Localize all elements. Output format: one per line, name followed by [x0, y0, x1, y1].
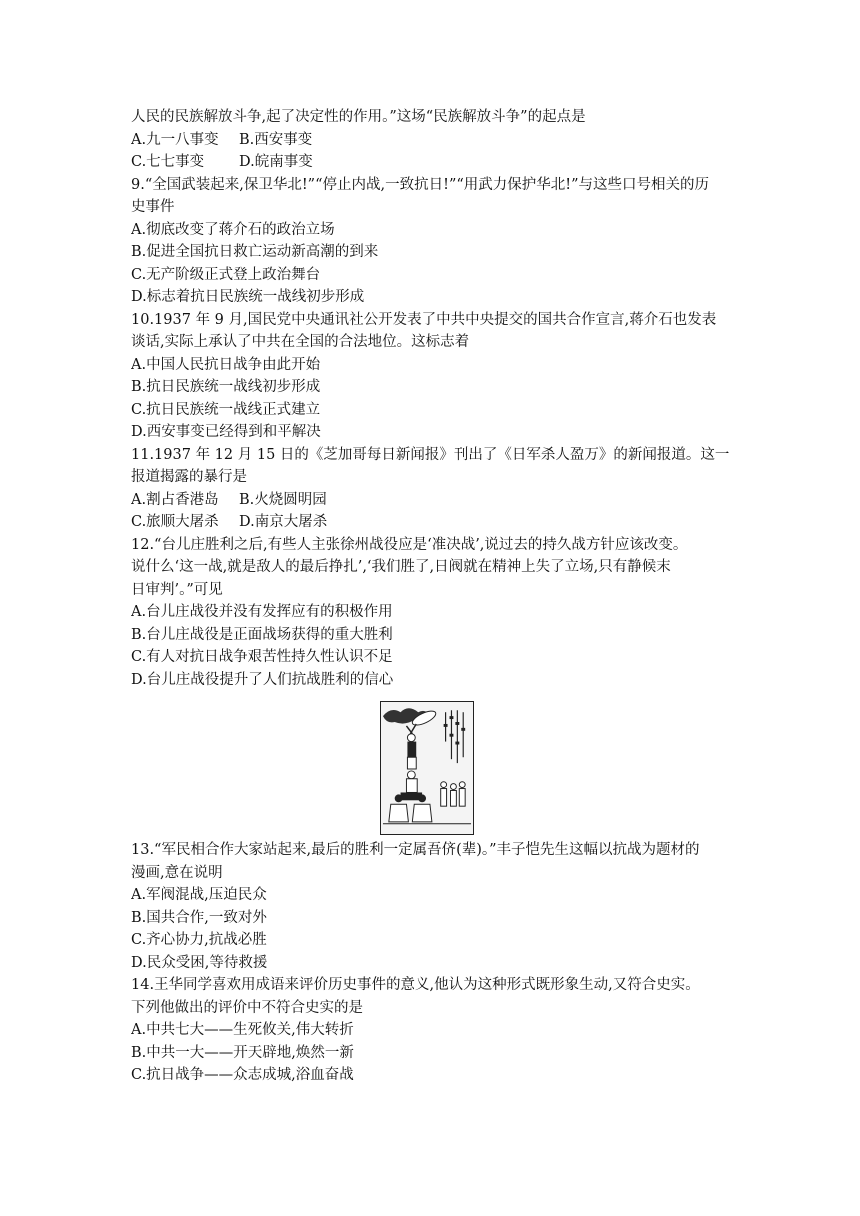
q14-stem-line-1: 14.王华同学喜欢用成语来评价历史事件的意义,他认为这种形式既形象生动,又符合史实。: [131, 977, 700, 993]
q12-stem-line-3: 日审判’。”可见: [131, 581, 223, 598]
q11-stem-line-1: 11.1937 年 12 月 15 日的《芝加哥每日新闻报》刊出了《日军杀人盈万》的新闻报道。这一: [131, 446, 730, 463]
q8-options-row-2: [131, 151, 741, 174]
q12-option-d: D.台儿庄战役提升了人们抗战胜利的信心: [131, 671, 394, 688]
q9-option-b: B.促进全国抗日救亡运动新高潮的到来: [131, 244, 379, 260]
q10-option-a: A.中国人民抗日战争由此开始: [131, 356, 321, 373]
q8-options-row-1: [131, 129, 741, 152]
q12-option-a: A.台儿庄战役并没有发挥应有的积极作用: [131, 604, 393, 620]
q8-option-c: C.七七事变: [131, 154, 205, 170]
q11-options-row-1: [131, 489, 741, 512]
q14-stem-line-2: 下列他做出的评价中不符合史实的是: [131, 999, 363, 1016]
q11-stem-line-2: 报道揭露的暴行是: [131, 469, 247, 485]
q10-stem-line-2: 谈话,实际上承认了中共在全国的合法地位。这标志着: [131, 334, 470, 350]
q9-option-a: A.彻底改变了蒋介石的政治立场: [131, 221, 335, 238]
q14-option-c: C.抗日战争——众志成城,浴血奋战: [131, 1067, 354, 1083]
q12-stem-line-1: 12.“台儿庄胜利之后,有些人主张徐州战役应是‘准决战’,说过去的持久战方针应该改变。: [131, 536, 688, 553]
q11-option-d: D.南京大屠杀: [239, 514, 328, 530]
q8-option-b: B.西安事变: [239, 131, 313, 148]
q11-option-b: B.火烧圆明园: [239, 491, 327, 508]
q11-option-c: C.旅顺大屠杀: [131, 514, 219, 530]
q13-option-b: B.国共合作,一致对外: [131, 909, 267, 926]
q14-option-a: A.中共七大——生死攸关,伟大转折: [131, 1022, 354, 1038]
q11-options-row-2: [131, 511, 741, 534]
q10-option-d: D.西安事变已经得到和平解决: [131, 424, 321, 440]
q13-option-d: D.民众受困,等待救援: [131, 954, 268, 971]
q9-stem-line-2: 史事件: [131, 199, 175, 215]
q14-option-b: B.中共一大——开天辟地,焕然一新: [131, 1044, 354, 1061]
q10-option-c: C.抗日民族统一战线正式建立: [131, 401, 321, 418]
q13-option-c: C.齐心协力,抗战必胜: [131, 932, 267, 948]
q12-option-c: C.有人对抗日战争艰苦性持久性认识不足: [131, 649, 393, 665]
cartoon-figure-area: [131, 691, 741, 839]
cartoon-image: [380, 701, 474, 835]
q10-stem-line-1: 10.1937 年 9 月,国民党中央通讯社公开发表了中共中央提交的国共合作宣言,蒋介石也发表: [131, 311, 717, 328]
question-content: [131, 106, 741, 1087]
q8-option-d: D.皖南事变: [239, 154, 313, 170]
cartoon-illustration: [381, 702, 473, 834]
q9-option-d: D.标志着抗日民族统一战线初步形成: [131, 289, 365, 305]
q13-stem-line-1: 13.“军民相合作大家站起来,最后的胜利一定属吾侪(辈)。”丰子恺先生这幅以抗战为题材的: [131, 842, 700, 858]
q12-option-b: B.台儿庄战役是正面战场获得的重大胜利: [131, 626, 393, 643]
q8-option-a: A.九一八事变: [131, 131, 219, 148]
q10-option-b: B.抗日民族统一战线初步形成: [131, 379, 321, 395]
q9-stem-line-1: 9.“全国武装起来,保卫华北!”“停止内战,一致抗日!”“用武力保护华北!”与这些口号相关的历: [131, 176, 710, 193]
q8-stem-tail: 人民的民族解放斗争,起了决定性的作用。”这场“民族解放斗争”的起点是: [131, 109, 586, 125]
q13-option-a: A.军阀混战,压迫民众: [131, 887, 267, 903]
q13-stem-line-2: 漫画,意在说明: [131, 864, 223, 881]
q9-option-c: C.无产阶级正式登上政治舞台: [131, 266, 321, 283]
q12-stem-line-2: 说什么‘这一战,就是敌人的最后挣扎’,‘我们胜了,日阀就在精神上失了立场,只有静候末: [131, 559, 671, 575]
q11-option-a: A.割占香港岛: [131, 491, 219, 508]
